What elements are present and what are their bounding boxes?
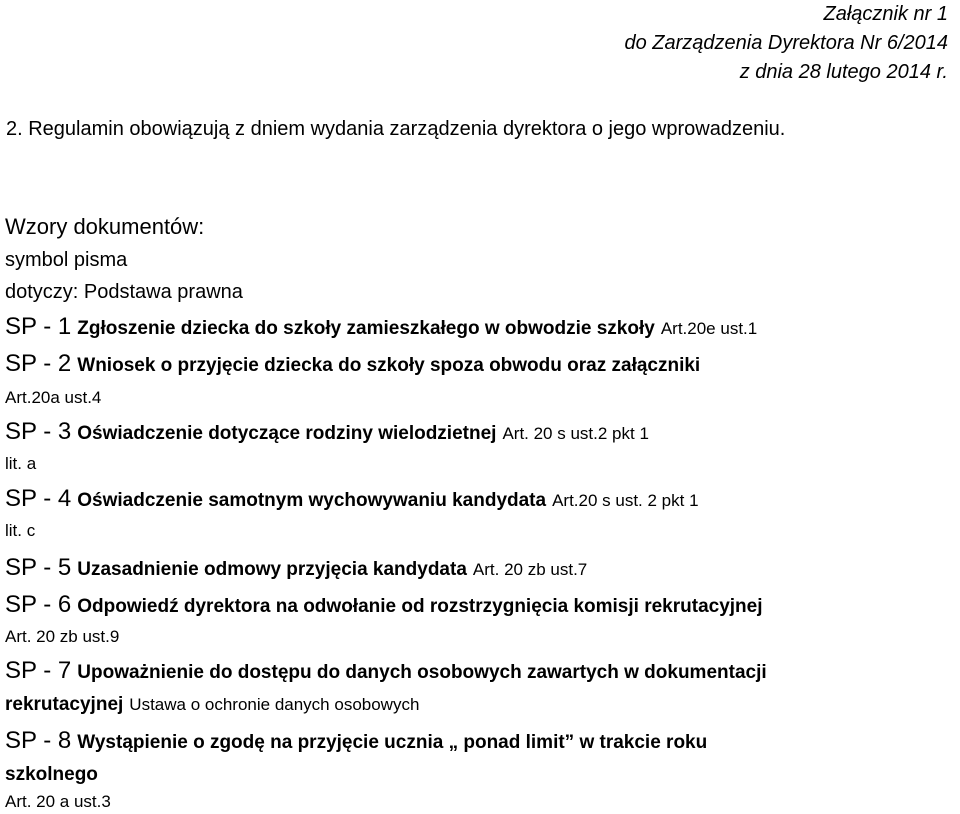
document-item-sp-4	[5, 484, 699, 517]
item-legal-basis: Art. 20 a ust.3	[5, 792, 111, 811]
item-code: SP - 8	[5, 727, 72, 754]
item-legal-basis: Art.20e ust.1	[660, 319, 758, 338]
item-title-continuation: rekrutacyjnej	[5, 694, 124, 715]
document-item-sp-2	[5, 349, 700, 382]
document-item-sp-7-continuation	[5, 690, 419, 721]
item-code: SP - 5	[5, 554, 72, 581]
item-code: SP - 7	[5, 657, 72, 684]
symbol-line: symbol pisma	[5, 249, 128, 271]
document-item-sp-6	[5, 590, 763, 623]
document-item-sp-5	[5, 553, 587, 586]
document-item-sp-3	[5, 417, 649, 450]
item-code: SP - 1	[5, 313, 72, 340]
item-legal-basis: Art. 20 zb ust.9	[5, 627, 120, 646]
item-code: SP - 6	[5, 591, 72, 618]
item-code: SP - 2	[5, 350, 72, 377]
item-legal-basis: Ustawa o ochronie danych osobowych	[129, 695, 420, 714]
item-legal-basis: Art.20 s ust. 2 pkt 1	[552, 491, 699, 510]
item-legal-basis-continuation: lit. a	[5, 454, 37, 473]
item-title: Wystąpienie o zgodę na przyjęcie ucznia „ ponad limit” w trakcie roku	[77, 732, 708, 753]
item-title: Wniosek o przyjęcie dziecka do szkoły spoza obwodu oraz załączniki	[77, 355, 701, 376]
item-code: SP - 3	[5, 418, 72, 445]
item-title: Upoważnienie do dostępu do danych osobowych zawartych w dokumentacji	[77, 662, 767, 683]
item-legal-basis: Art.20a ust.4	[5, 388, 102, 407]
attachment-date: z dnia 28 lutego 2014 r.	[739, 61, 948, 83]
item-title: Uzasadnienie odmowy przyjęcia kandydata	[77, 559, 467, 580]
item-title-continuation: szkolnego	[5, 764, 98, 785]
document-item-sp-7	[5, 656, 767, 689]
item-legal-basis: Art. 20 s ust.2 pkt 1	[502, 424, 649, 443]
item-title: Oświadczenie samotnym wychowywaniu kandydata	[77, 490, 547, 511]
item-legal-basis-continuation: lit. c	[5, 521, 36, 540]
item-title: Oświadczenie dotyczące rodziny wielodzietnej	[77, 423, 497, 444]
section-title: Wzory dokumentów:	[5, 214, 205, 239]
document-item-sp-8-continuation	[5, 760, 98, 791]
document-item-sp-8	[5, 726, 707, 759]
item-code: SP - 4	[5, 485, 72, 512]
attachment-header	[625, 0, 949, 87]
dotyczy-line: dotyczy: Podstawa prawna	[5, 281, 243, 303]
item-legal-basis: Art. 20 zb ust.7	[472, 560, 588, 579]
regulation-point-2: 2. Regulamin obowiązują z dniem wydania zarządzenia dyrektora o jego wprowadzeniu.	[6, 118, 786, 140]
document-item-sp-1	[5, 312, 757, 345]
item-title: Odpowiedź dyrektora na odwołanie od rozstrzygnięcia komisji rekrutacyjnej	[77, 596, 763, 617]
attachment-number: Załącznik nr 1	[823, 3, 948, 25]
attachment-regulation: do Zarządzenia Dyrektora Nr 6/2014	[624, 32, 948, 54]
item-title: Zgłoszenie dziecka do szkoły zamieszkałego w obwodzie szkoły	[77, 318, 655, 339]
